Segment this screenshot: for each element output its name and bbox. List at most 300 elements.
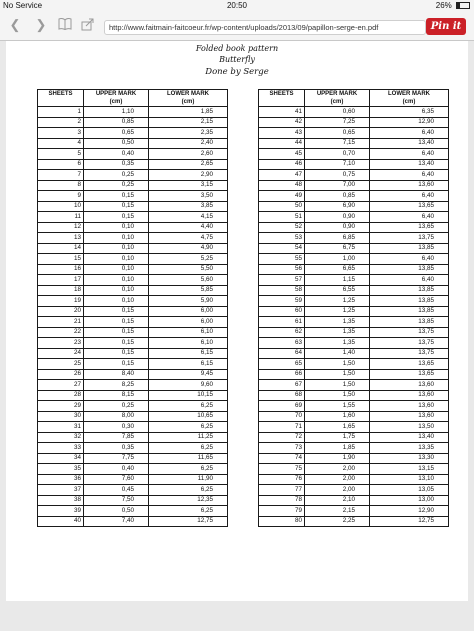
table-row — [38, 432, 228, 443]
sheet-number-cell: 65 — [259, 359, 305, 370]
sheet-number-cell: 13 — [38, 233, 84, 244]
upper-mark-cell: 7,75 — [84, 453, 149, 464]
table-row — [259, 338, 449, 349]
sheet-number-cell: 55 — [259, 254, 305, 265]
table-row — [259, 327, 449, 338]
sheet-number-cell: 78 — [259, 495, 305, 506]
table-row — [259, 411, 449, 422]
upper-mark-cell: 1,35 — [305, 338, 370, 349]
sheet-number-cell: 61 — [259, 317, 305, 328]
lower-mark-cell: 6,40 — [370, 149, 449, 160]
table-row — [38, 401, 228, 412]
upper-mark-cell: 2,15 — [305, 506, 370, 517]
upper-mark-cell: 0,90 — [305, 222, 370, 233]
sheet-number-cell: 64 — [259, 348, 305, 359]
sheet-number-cell: 76 — [259, 474, 305, 485]
sheet-number-cell: 38 — [38, 495, 84, 506]
table-row — [259, 275, 449, 286]
sheet-number-cell: 12 — [38, 222, 84, 233]
lower-mark-cell: 11,65 — [149, 453, 228, 464]
table-row — [38, 243, 228, 254]
upper-mark-cell: 0,15 — [84, 191, 149, 202]
lower-mark-cell: 6,25 — [149, 464, 228, 475]
sheet-number-cell: 17 — [38, 275, 84, 286]
upper-mark-cell: 0,10 — [84, 222, 149, 233]
upper-mark-cell: 6,65 — [305, 264, 370, 275]
upper-mark-cell: 0,90 — [305, 212, 370, 223]
sheet-number-cell: 40 — [38, 516, 84, 527]
upper-mark-cell: 1,75 — [305, 432, 370, 443]
lower-mark-cell: 13,85 — [370, 264, 449, 275]
lower-mark-cell: 12,75 — [370, 516, 449, 527]
lower-mark-cell: 6,40 — [370, 191, 449, 202]
table-row — [259, 138, 449, 149]
sheet-number-cell: 9 — [38, 191, 84, 202]
upper-mark-cell: 0,40 — [84, 149, 149, 160]
table-row — [259, 464, 449, 475]
upper-mark-cell: 0,10 — [84, 285, 149, 296]
sheet-number-cell: 67 — [259, 380, 305, 391]
sheets-header: SHEETS — [38, 90, 84, 99]
sheet-number-cell: 70 — [259, 411, 305, 422]
table-row — [38, 212, 228, 223]
lower-mark-cell: 13,50 — [370, 422, 449, 433]
lower-mark-cell: 13,30 — [370, 453, 449, 464]
sheet-number-cell: 72 — [259, 432, 305, 443]
upper-unit-header: (cm) — [305, 98, 370, 107]
sheet-number-cell: 53 — [259, 233, 305, 244]
upper-mark-cell: 7,50 — [84, 495, 149, 506]
url-field[interactable]: http://www.faitmain-faitcoeur.fr/wp-content/uploads/2013/09/papillon-serge-en.pdf — [104, 20, 426, 35]
sheet-number-cell: 28 — [38, 390, 84, 401]
table-row — [259, 180, 449, 191]
lower-mark-cell: 2,35 — [149, 128, 228, 139]
sheet-number-cell: 23 — [38, 338, 84, 349]
lower-mark-cell: 6,40 — [370, 254, 449, 265]
table-row — [259, 317, 449, 328]
lower-mark-cell: 6,25 — [149, 485, 228, 496]
table-row — [259, 506, 449, 517]
lower-mark-cell: 13,40 — [370, 138, 449, 149]
lower-mark-cell: 13,10 — [370, 474, 449, 485]
table-row — [38, 128, 228, 139]
table-row — [38, 107, 228, 118]
sheet-number-cell: 19 — [38, 296, 84, 307]
battery-percent: 26% — [435, 1, 452, 10]
sheet-number-cell: 56 — [259, 264, 305, 275]
sheet-number-cell: 59 — [259, 296, 305, 307]
sheet-number-cell: 32 — [38, 432, 84, 443]
upper-mark-cell: 7,25 — [305, 117, 370, 128]
lower-mark-cell: 13,85 — [370, 317, 449, 328]
lower-mark-cell: 6,35 — [370, 107, 449, 118]
lower-mark-cell: 12,90 — [370, 117, 449, 128]
upper-mark-cell: 0,10 — [84, 264, 149, 275]
status-time: 20:50 — [226, 1, 248, 10]
table-row — [38, 516, 228, 527]
table-row — [38, 411, 228, 422]
upper-mark-cell: 0,65 — [305, 128, 370, 139]
sheet-number-cell: 26 — [38, 369, 84, 380]
upper-mark-cell: 0,15 — [84, 212, 149, 223]
lower-mark-header: LOWER MARK — [149, 90, 228, 99]
table-row — [38, 443, 228, 454]
table-row — [259, 117, 449, 128]
lower-mark-cell: 13,00 — [370, 495, 449, 506]
sheet-number-cell: 8 — [38, 180, 84, 191]
table-row — [38, 275, 228, 286]
lower-mark-cell: 13,60 — [370, 380, 449, 391]
upper-mark-cell: 1,40 — [305, 348, 370, 359]
table-row — [259, 432, 449, 443]
sheet-number-cell: 79 — [259, 506, 305, 517]
lower-mark-cell: 2,65 — [149, 159, 228, 170]
upper-mark-cell: 7,00 — [305, 180, 370, 191]
upper-mark-cell: 0,10 — [84, 243, 149, 254]
forward-icon[interactable]: ❯ — [35, 17, 47, 32]
table-row — [259, 453, 449, 464]
lower-mark-cell: 6,40 — [370, 170, 449, 181]
sheet-number-cell: 31 — [38, 422, 84, 433]
lower-mark-cell: 5,85 — [149, 285, 228, 296]
lower-mark-cell: 5,90 — [149, 296, 228, 307]
table-row — [38, 233, 228, 244]
table-row — [259, 159, 449, 170]
lower-mark-cell: 6,25 — [149, 506, 228, 517]
upper-mark-cell: 0,10 — [84, 254, 149, 265]
sheet-number-cell: 54 — [259, 243, 305, 254]
sheets-header: SHEETS — [259, 90, 305, 99]
sheet-number-cell: 80 — [259, 516, 305, 527]
lower-mark-cell: 11,25 — [149, 432, 228, 443]
table-row — [38, 170, 228, 181]
upper-mark-cell: 0,25 — [84, 180, 149, 191]
lower-mark-cell: 6,00 — [149, 317, 228, 328]
table-row — [38, 264, 228, 275]
table-row — [38, 380, 228, 391]
lower-mark-cell: 2,15 — [149, 117, 228, 128]
battery-indicator — [436, 1, 470, 10]
upper-mark-cell: 1,90 — [305, 453, 370, 464]
upper-mark-cell: 8,15 — [84, 390, 149, 401]
lower-mark-cell: 13,40 — [370, 159, 449, 170]
sheet-number-cell: 6 — [38, 159, 84, 170]
sheet-number-cell: 71 — [259, 422, 305, 433]
lower-unit-header: (cm) — [370, 98, 449, 107]
upper-mark-cell: 0,15 — [84, 359, 149, 370]
lower-mark-cell: 11,90 — [149, 474, 228, 485]
lower-mark-cell: 6,25 — [149, 422, 228, 433]
upper-mark-cell: 0,40 — [84, 464, 149, 475]
upper-mark-cell: 1,35 — [305, 317, 370, 328]
table-row — [259, 306, 449, 317]
upper-mark-cell: 1,50 — [305, 369, 370, 380]
lower-mark-cell: 13,85 — [370, 285, 449, 296]
lower-mark-cell: 4,75 — [149, 233, 228, 244]
table-row — [38, 474, 228, 485]
lower-mark-cell: 13,75 — [370, 348, 449, 359]
pdf-page — [6, 41, 468, 601]
sheet-number-cell: 20 — [38, 306, 84, 317]
lower-mark-cell: 6,40 — [370, 212, 449, 223]
sheet-number-cell: 16 — [38, 264, 84, 275]
upper-mark-cell: 1,25 — [305, 296, 370, 307]
table-row — [38, 138, 228, 149]
upper-mark-cell: 0,15 — [84, 201, 149, 212]
sheet-number-cell: 44 — [259, 138, 305, 149]
upper-mark-cell: 0,85 — [305, 191, 370, 202]
upper-mark-cell: 1,50 — [305, 390, 370, 401]
upper-mark-cell: 7,60 — [84, 474, 149, 485]
upper-mark-cell: 0,50 — [84, 506, 149, 517]
upper-mark-cell: 6,55 — [305, 285, 370, 296]
upper-mark-cell: 1,00 — [305, 254, 370, 265]
status-bar — [0, 0, 474, 12]
table-row — [259, 296, 449, 307]
upper-mark-cell: 1,50 — [305, 359, 370, 370]
table-row — [259, 222, 449, 233]
table-row — [38, 485, 228, 496]
lower-mark-cell: 6,15 — [149, 348, 228, 359]
lower-mark-cell: 4,90 — [149, 243, 228, 254]
sheet-number-cell: 73 — [259, 443, 305, 454]
upper-mark-cell: 0,45 — [84, 485, 149, 496]
upper-mark-cell: 0,30 — [84, 422, 149, 433]
sheet-number-cell: 25 — [38, 359, 84, 370]
upper-mark-cell: 6,75 — [305, 243, 370, 254]
upper-mark-cell: 6,90 — [305, 201, 370, 212]
lower-mark-cell: 1,85 — [149, 107, 228, 118]
sheet-number-cell: 3 — [38, 128, 84, 139]
upper-mark-cell: 0,15 — [84, 306, 149, 317]
table-row — [38, 306, 228, 317]
lower-mark-cell: 6,10 — [149, 327, 228, 338]
left-pattern-table — [37, 89, 228, 527]
sheet-number-cell: 27 — [38, 380, 84, 391]
table-row — [259, 107, 449, 118]
table-row — [259, 348, 449, 359]
upper-mark-cell: 0,50 — [84, 138, 149, 149]
upper-mark-cell: 0,35 — [84, 159, 149, 170]
upper-mark-cell: 0,25 — [84, 401, 149, 412]
upper-mark-cell: 0,10 — [84, 275, 149, 286]
sheet-number-cell: 15 — [38, 254, 84, 265]
lower-mark-cell: 6,40 — [370, 128, 449, 139]
upper-mark-cell: 1,65 — [305, 422, 370, 433]
lower-mark-cell: 6,40 — [370, 275, 449, 286]
table-row — [259, 170, 449, 181]
lower-mark-cell: 13,65 — [370, 369, 449, 380]
lower-mark-cell: 13,75 — [370, 327, 449, 338]
table-row — [259, 191, 449, 202]
lower-mark-cell: 13,05 — [370, 485, 449, 496]
table-row — [38, 222, 228, 233]
sheet-number-cell: 4 — [38, 138, 84, 149]
bookmarks-icon[interactable] — [58, 18, 72, 32]
upper-mark-cell: 0,35 — [84, 443, 149, 454]
table-row — [259, 443, 449, 454]
upper-mark-cell: 7,15 — [305, 138, 370, 149]
lower-mark-cell: 3,15 — [149, 180, 228, 191]
document-subtitle: Butterfly — [219, 55, 255, 64]
upper-mark-cell: 8,40 — [84, 369, 149, 380]
table-row — [38, 390, 228, 401]
table-row — [259, 422, 449, 433]
upper-mark-cell: 7,10 — [305, 159, 370, 170]
upper-mark-cell: 1,60 — [305, 411, 370, 422]
table-row — [38, 201, 228, 212]
lower-mark-cell: 5,60 — [149, 275, 228, 286]
sheet-number-cell: 37 — [38, 485, 84, 496]
lower-mark-cell: 4,15 — [149, 212, 228, 223]
table-row — [259, 128, 449, 139]
lower-mark-cell: 9,45 — [149, 369, 228, 380]
back-icon[interactable]: ❮ — [9, 17, 21, 32]
sheet-number-cell: 5 — [38, 149, 84, 160]
lower-mark-cell: 13,60 — [370, 390, 449, 401]
sheet-number-cell: 35 — [38, 464, 84, 475]
upper-mark-cell: 0,15 — [84, 327, 149, 338]
table-row — [38, 369, 228, 380]
upper-mark-cell: 0,65 — [84, 128, 149, 139]
upper-mark-cell: 0,15 — [84, 348, 149, 359]
upper-mark-cell: 7,40 — [84, 516, 149, 527]
lower-mark-cell: 12,90 — [370, 506, 449, 517]
upper-mark-cell: 0,10 — [84, 296, 149, 307]
sheet-number-cell: 66 — [259, 369, 305, 380]
table-row — [38, 464, 228, 475]
table-row — [38, 453, 228, 464]
upper-mark-cell: 8,25 — [84, 380, 149, 391]
table-row — [38, 117, 228, 128]
lower-mark-cell: 6,00 — [149, 306, 228, 317]
sheet-number-cell: 41 — [259, 107, 305, 118]
sheet-number-cell: 36 — [38, 474, 84, 485]
sheet-number-cell: 10 — [38, 201, 84, 212]
table-row — [38, 149, 228, 160]
table-row — [38, 180, 228, 191]
lower-mark-cell: 9,60 — [149, 380, 228, 391]
upper-mark-cell: 0,70 — [305, 149, 370, 160]
lower-mark-cell: 13,15 — [370, 464, 449, 475]
share-icon[interactable] — [80, 18, 94, 32]
sheet-number-cell: 49 — [259, 191, 305, 202]
sheet-number-cell: 46 — [259, 159, 305, 170]
table-row — [259, 201, 449, 212]
upper-mark-header: UPPER MARK — [305, 90, 370, 99]
lower-mark-cell: 13,65 — [370, 359, 449, 370]
upper-mark-cell: 0,10 — [84, 233, 149, 244]
upper-mark-cell: 2,25 — [305, 516, 370, 527]
sheet-number-cell: 7 — [38, 170, 84, 181]
sheet-number-cell: 69 — [259, 401, 305, 412]
upper-mark-cell: 1,15 — [305, 275, 370, 286]
sheet-number-cell: 51 — [259, 212, 305, 223]
table-row — [259, 149, 449, 160]
sheet-number-cell: 22 — [38, 327, 84, 338]
lower-mark-cell: 2,60 — [149, 149, 228, 160]
document-byline: Done by Serge — [205, 67, 269, 77]
lower-mark-cell: 10,65 — [149, 411, 228, 422]
upper-mark-cell: 1,35 — [305, 327, 370, 338]
lower-mark-cell: 6,10 — [149, 338, 228, 349]
table-row — [38, 348, 228, 359]
sheet-number-cell: 58 — [259, 285, 305, 296]
table-row — [38, 506, 228, 517]
sheets-header-blank — [38, 98, 84, 107]
lower-mark-cell: 13,65 — [370, 201, 449, 212]
sheet-number-cell: 2 — [38, 117, 84, 128]
lower-mark-cell: 5,25 — [149, 254, 228, 265]
lower-mark-cell: 6,15 — [149, 359, 228, 370]
lower-mark-cell: 4,40 — [149, 222, 228, 233]
document-title: Folded book pattern — [195, 44, 279, 53]
sheet-number-cell: 43 — [259, 128, 305, 139]
pin-it-button[interactable]: Pin it — [426, 18, 466, 35]
lower-mark-cell: 10,15 — [149, 390, 228, 401]
upper-mark-cell: 1,55 — [305, 401, 370, 412]
sheet-number-cell: 48 — [259, 180, 305, 191]
table-row — [38, 422, 228, 433]
right-pattern-table — [258, 89, 449, 527]
table-row — [259, 380, 449, 391]
sheet-number-cell: 11 — [38, 212, 84, 223]
lower-mark-cell: 5,50 — [149, 264, 228, 275]
upper-mark-cell: 7,85 — [84, 432, 149, 443]
table-row — [259, 254, 449, 265]
table-row — [38, 359, 228, 370]
lower-mark-cell: 6,25 — [149, 443, 228, 454]
lower-mark-cell: 13,65 — [370, 222, 449, 233]
lower-mark-cell: 12,75 — [149, 516, 228, 527]
upper-mark-cell: 2,00 — [305, 464, 370, 475]
upper-mark-cell: 2,00 — [305, 485, 370, 496]
sheet-number-cell: 52 — [259, 222, 305, 233]
upper-mark-cell: 8,00 — [84, 411, 149, 422]
browser-toolbar — [0, 12, 474, 41]
sheets-header-blank — [259, 98, 305, 107]
lower-mark-cell: 3,50 — [149, 191, 228, 202]
table-row — [259, 264, 449, 275]
sheet-number-cell: 29 — [38, 401, 84, 412]
sheet-number-cell: 42 — [259, 117, 305, 128]
lower-mark-cell: 13,60 — [370, 180, 449, 191]
sheet-number-cell: 18 — [38, 285, 84, 296]
table-row — [259, 359, 449, 370]
table-row — [259, 369, 449, 380]
sheet-number-cell: 33 — [38, 443, 84, 454]
lower-unit-header: (cm) — [149, 98, 228, 107]
table-row — [38, 327, 228, 338]
upper-mark-header: UPPER MARK — [84, 90, 149, 99]
sheet-number-cell: 45 — [259, 149, 305, 160]
table-row — [259, 474, 449, 485]
upper-unit-header: (cm) — [84, 98, 149, 107]
lower-mark-cell: 13,60 — [370, 411, 449, 422]
table-row — [38, 159, 228, 170]
sheet-number-cell: 39 — [38, 506, 84, 517]
sheet-number-cell: 63 — [259, 338, 305, 349]
lower-mark-cell: 13,85 — [370, 306, 449, 317]
sheet-number-cell: 74 — [259, 453, 305, 464]
sheet-number-cell: 60 — [259, 306, 305, 317]
lower-mark-cell: 12,35 — [149, 495, 228, 506]
table-row — [259, 243, 449, 254]
lower-mark-cell: 13,75 — [370, 233, 449, 244]
upper-mark-cell: 1,50 — [305, 380, 370, 391]
viewer-background — [0, 601, 474, 631]
table-row — [259, 212, 449, 223]
